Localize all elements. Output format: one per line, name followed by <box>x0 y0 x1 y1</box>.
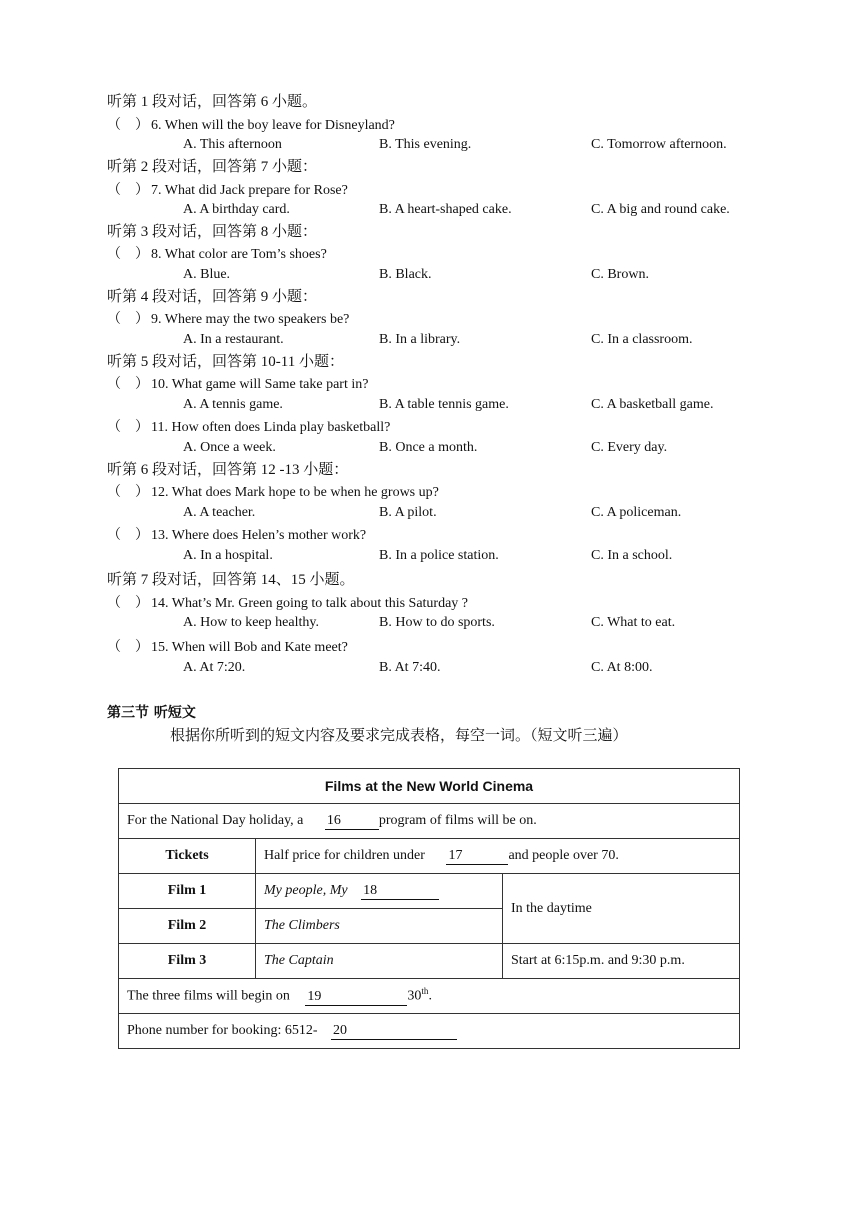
question-text: 15. When will Bob and Kate meet? <box>151 640 348 655</box>
option-a: A. A tennis game. <box>183 397 283 412</box>
section-instruction: 根据你所听到的短文内容及要求完成表格，每空一词。（短文听三遍） <box>170 728 628 744</box>
ordinal-suffix: th <box>421 986 429 997</box>
film1-title: My people, My <box>264 882 348 898</box>
film1-title-cell <box>256 874 503 909</box>
film3-title: The Captain <box>256 944 503 979</box>
dialogue-header: 听第 6 段对话，回答第 12 -13 小题： <box>107 462 349 478</box>
dialogue-header: 听第 5 段对话，回答第 10-11 小题： <box>107 354 344 370</box>
option-a: A. Once a week. <box>183 440 276 455</box>
blank-16[interactable]: 16 <box>325 813 379 830</box>
option-a: A. A teacher. <box>183 505 256 520</box>
row-text: Phone number for booking: 6512- <box>127 1022 318 1038</box>
question-line <box>107 524 366 544</box>
answer-paren[interactable]: （ ） <box>107 485 149 500</box>
option-b: B. In a library. <box>379 332 461 347</box>
table-title: Films at the New World Cinema <box>119 769 740 804</box>
film3-label: Film 3 <box>119 944 256 979</box>
option-a: A. This afternoon <box>183 137 282 152</box>
dialogue-header: 听第 1 段对话，回答第 6 小题。 <box>107 94 318 110</box>
option-b: B. At 7:40. <box>379 660 441 675</box>
question-line <box>107 114 395 134</box>
option-a: A. At 7:20. <box>183 660 246 675</box>
answer-paren[interactable]: （ ） <box>107 183 149 198</box>
question-line <box>107 481 439 501</box>
answer-paren[interactable]: （ ） <box>107 528 149 543</box>
option-c: C. A basketball game. <box>591 397 714 412</box>
row-text: The three films will begin on <box>127 988 290 1004</box>
dialogue-header: 听第 7 段对话，回答第 14、15 小题。 <box>107 572 355 588</box>
question-text: 9. Where may the two speakers be? <box>151 312 350 327</box>
table-row <box>119 874 740 909</box>
option-a: A. In a restaurant. <box>183 332 284 347</box>
table-row <box>119 839 740 874</box>
question-line <box>107 243 327 263</box>
question-line <box>107 416 390 436</box>
option-a: A. A birthday card. <box>183 202 290 217</box>
option-c: C. Brown. <box>591 267 649 282</box>
option-b: B. In a police station. <box>379 548 499 563</box>
dialogue-header: 听第 3 段对话，回答第 8 小题： <box>107 224 318 240</box>
table-row <box>119 979 740 1014</box>
row-text: program of films will be on. <box>378 812 537 828</box>
option-c: C. At 8:00. <box>591 660 653 675</box>
tickets-label: Tickets <box>119 839 256 874</box>
row-text: 30 <box>407 988 422 1004</box>
row-text: For the National Day holiday, a <box>127 812 304 828</box>
option-c: C. What to eat. <box>591 615 676 630</box>
blank-17[interactable]: 17 <box>446 848 508 865</box>
question-text: 10. What game will Same take part in? <box>151 377 369 392</box>
answer-paren[interactable]: （ ） <box>107 420 149 435</box>
blank-18[interactable]: 18 <box>361 883 439 900</box>
row-text: Half price for children under <box>264 847 425 863</box>
option-a: A. How to keep healthy. <box>183 615 319 630</box>
option-b: B. A table tennis game. <box>379 397 509 412</box>
option-c: C. Tomorrow afternoon. <box>591 137 727 152</box>
option-c: C. In a school. <box>591 548 673 563</box>
question-line <box>107 592 468 612</box>
option-b: B. A heart-shaped cake. <box>379 202 512 217</box>
dialogue-header: 听第 4 段对话，回答第 9 小题： <box>107 289 318 305</box>
question-text: 6. When will the boy leave for Disneyland? <box>151 118 395 133</box>
film3-time: Start at 6:15p.m. and 9:30 p.m. <box>503 944 740 979</box>
option-c: C. A big and round cake. <box>591 202 730 217</box>
table-row <box>119 769 740 804</box>
question-line <box>107 373 368 393</box>
option-b: B. Black. <box>379 267 432 282</box>
option-b: B. A pilot. <box>379 505 437 520</box>
dialogue-header: 听第 2 段对话，回答第 7 小题： <box>107 159 318 175</box>
blank-20[interactable]: 20 <box>331 1023 457 1040</box>
answer-paren[interactable]: （ ） <box>107 640 149 655</box>
question-text: 11. How often does Linda play basketball? <box>151 420 391 435</box>
option-a: A. Blue. <box>183 267 231 282</box>
question-text: 8. What color are Tom’s shoes? <box>151 247 327 262</box>
row-text: . <box>428 988 432 1004</box>
question-text: 7. What did Jack prepare for Rose? <box>151 183 348 198</box>
section-title: 第三节 听短文 <box>107 705 196 721</box>
holiday-row <box>119 804 740 839</box>
answer-paren[interactable]: （ ） <box>107 118 149 133</box>
film12-time: In the daytime <box>503 874 740 944</box>
question-text: 12. What does Mark hope to be when he grows up? <box>151 485 439 500</box>
films-table <box>118 768 740 1049</box>
question-line <box>107 179 348 199</box>
question-text: 13. Where does Helen’s mother work? <box>151 528 367 543</box>
option-c: C. A policeman. <box>591 505 682 520</box>
option-a: A. In a hospital. <box>183 548 273 563</box>
begin-row <box>119 979 740 1014</box>
answer-paren[interactable]: （ ） <box>107 247 149 262</box>
tickets-cell <box>256 839 740 874</box>
question-line <box>107 636 348 656</box>
table-row <box>119 1014 740 1049</box>
answer-paren[interactable]: （ ） <box>107 596 149 611</box>
answer-paren[interactable]: （ ） <box>107 377 149 392</box>
option-b: B. How to do sports. <box>379 615 495 630</box>
answer-paren[interactable]: （ ） <box>107 312 149 327</box>
question-text: 14. What’s Mr. Green going to talk about this Saturday ? <box>151 596 469 611</box>
film2-title: The Climbers <box>256 909 503 944</box>
phone-row <box>119 1014 740 1049</box>
option-b: B. Once a month. <box>379 440 478 455</box>
film2-label: Film 2 <box>119 909 256 944</box>
blank-19[interactable]: 19 <box>305 989 407 1006</box>
table-row <box>119 804 740 839</box>
question-line <box>107 308 349 328</box>
option-b: B. This evening. <box>379 137 472 152</box>
row-text: and people over 70. <box>508 847 619 863</box>
film1-label: Film 1 <box>119 874 256 909</box>
table-row <box>119 944 740 979</box>
option-c: C. Every day. <box>591 440 668 455</box>
option-c: C. In a classroom. <box>591 332 693 347</box>
